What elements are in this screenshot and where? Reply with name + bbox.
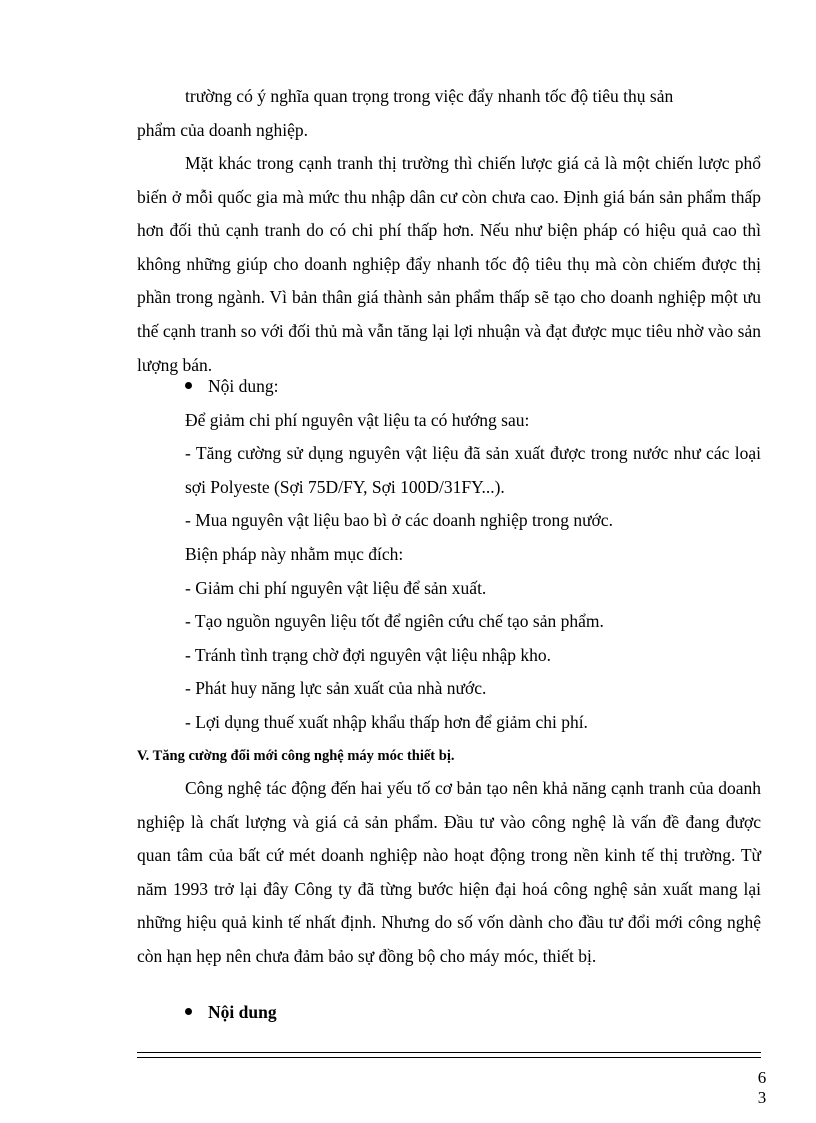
footer-double-rule	[137, 1052, 761, 1058]
bullet-dot-icon	[185, 1008, 192, 1015]
purpose-intro: Biện pháp này nhằm mục đích:	[185, 543, 404, 564]
content-bullet-2-block	[137, 996, 761, 1030]
intro-block	[137, 80, 761, 147]
section-heading: V. Tăng cường đổi mới công nghệ máy móc thiết bị.	[137, 748, 455, 764]
price-strategy-block	[137, 147, 761, 382]
direction-item: - Tăng cường sử dụng nguyên vật liệu đã sản xuất được trong nước như các loại sợi Polyeste (Sợi 75D/FY, Sợi 100D/31FY...).	[185, 443, 761, 497]
measures-block	[137, 370, 761, 740]
purpose-item: - Lợi dụng thuế xuất nhập khẩu thấp hơn để giảm chi phí.	[185, 711, 588, 732]
page-number	[752, 1068, 772, 1108]
page-number-digit-2: 3	[757, 1088, 767, 1107]
tech-paragraph: Công nghệ tác động đến hai yếu tố cơ bản tạo nên khả năng cạnh tranh của doanh nghiệp là chất lượng và giá cả sản phẩm. Đầu tư vào công nghệ là vấn đề đang được quan tâm của bất cứ mét doanh nghiệp nào hoạt động trong nền kinh tế thị trường. Từ năm 1993 trở lại đây Công ty đã từng bước hiện đại hoá công nghệ sản xuất mang lại những hiệu quả kinh tế nhất định. Nhưng do số vốn dành cho đầu tư đổi mới công nghệ còn hạn hẹp nên chưa đảm bảo sự đồng bộ cho máy móc, thiết bị.	[137, 778, 761, 966]
content-bullet-label: Nội dung:	[208, 376, 279, 396]
content-bullet	[137, 370, 761, 404]
purpose-item: - Tạo nguồn nguyên liệu tốt để ngiên cứu chế tạo sản phẩm.	[185, 611, 604, 632]
purpose-item: - Tránh tình trạng chờ đợi nguyên vật liệu nhập kho.	[185, 644, 552, 665]
tech-block	[137, 772, 761, 974]
purpose-item: - Phát huy năng lực sản xuất của nhà nước.	[185, 678, 487, 699]
content-bullet-2	[137, 996, 761, 1030]
direction-item: - Mua nguyên vật liệu bao bì ở các doanh nghiệp trong nước.	[185, 510, 613, 531]
content-bullet-2-label: Nội dung	[208, 1002, 277, 1022]
purpose-item: - Giảm chi phí nguyên vật liệu để sản xuất.	[185, 577, 487, 598]
page-number-digit-1: 6	[757, 1068, 767, 1087]
bullet-dot-icon	[185, 382, 192, 389]
intro-line-2: phẩm của doanh nghiệp.	[137, 119, 309, 140]
price-strategy-paragraph: Mặt khác trong cạnh tranh thị trường thì chiến lược giá cả là một chiến lược phổ biến ở mỗi quốc gia mà mức thu nhập dân cư còn chưa cao. Định giá bán sản phẩm thấp hơn đối thủ cạnh tranh do có chi phí thấp hơn. Nếu như biện pháp có hiệu quả cao thì không những giúp cho doanh nghiệp đẩy nhanh tốc độ tiêu thụ mà còn chiếm được thị phần trong ngành. Vì bản thân giá thành sản phẩm thấp sẽ tạo cho doanh nghiệp một ưu thế cạnh tranh so với đối thủ mà vẫn tăng lại lợi nhuận và đạt được mục tiêu nhờ vào sản lượng bán.	[137, 153, 761, 375]
section-v-block	[137, 740, 761, 774]
intro-line-1: trường có ý nghĩa quan trọng trong việc đẩy nhanh tốc độ tiêu thụ sản	[185, 86, 674, 106]
directions-intro: Để giảm chi phí nguyên vật liệu ta có hướng sau:	[185, 409, 530, 430]
